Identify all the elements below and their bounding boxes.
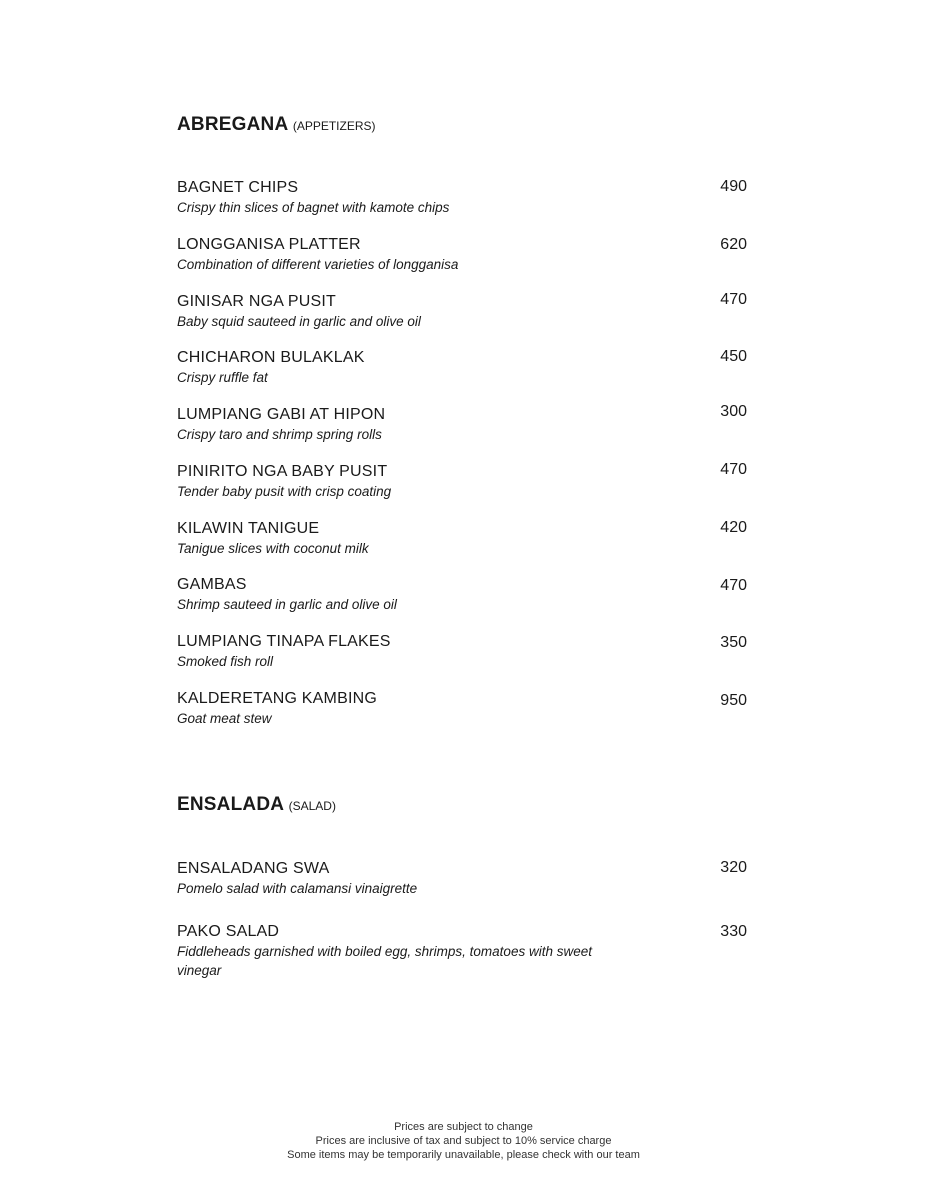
footer-line: Some items may be temporarily unavailable, please check with our team — [287, 1149, 640, 1161]
item-price: 470 — [720, 577, 747, 594]
item-price: 420 — [720, 519, 747, 536]
item-description: Smoked fish roll — [177, 654, 274, 669]
item-description: Combination of different varieties of longganisa — [177, 257, 459, 272]
footer-notes — [0, 1120, 927, 1162]
item-price: 620 — [720, 236, 747, 253]
item-name: KALDERETANG KAMBING — [177, 690, 377, 707]
item-name: PINIRITO NGA BABY PUSIT — [177, 463, 388, 480]
section-title-appetizers — [177, 114, 376, 136]
item-description: Shrimp sauteed in garlic and olive oil — [177, 597, 397, 612]
item-name: GAMBAS — [177, 576, 247, 593]
item-description: Tanigue slices with coconut milk — [177, 541, 369, 556]
item-name: LUMPIANG TINAPA FLAKES — [177, 633, 391, 650]
item-description: Crispy ruffle fat — [177, 370, 268, 385]
menu-item — [177, 405, 747, 444]
item-description: Goat meat stew — [177, 711, 272, 726]
item-name: ENSALADANG SWA — [177, 860, 330, 877]
menu-item — [177, 922, 747, 980]
menu-item — [177, 575, 747, 614]
item-description: Fiddleheads garnished with boiled egg, shrimps, tomatoes with sweet vinegar — [177, 944, 592, 978]
item-price: 330 — [720, 923, 747, 940]
item-name: CHICHARON BULAKLAK — [177, 349, 365, 366]
item-price: 450 — [720, 348, 747, 365]
menu-item — [177, 292, 747, 331]
menu-item — [177, 632, 747, 671]
item-name: BAGNET CHIPS — [177, 179, 299, 196]
item-name: LONGGANISA PLATTER — [177, 236, 361, 253]
item-description: Baby squid sauteed in garlic and olive oil — [177, 314, 421, 329]
menu-item — [177, 689, 747, 728]
item-name: PAKO SALAD — [177, 923, 280, 940]
menu-item — [177, 348, 747, 387]
item-name: LUMPIANG GABI AT HIPON — [177, 406, 386, 423]
item-name: GINISAR NGA PUSIT — [177, 293, 336, 310]
item-description: Crispy thin slices of bagnet with kamote chips — [177, 200, 450, 215]
menu-item — [177, 235, 747, 274]
menu-item — [177, 859, 747, 898]
menu-item — [177, 519, 747, 558]
item-price: 490 — [720, 178, 747, 195]
item-description: Pomelo salad with calamansi vinaigrette — [177, 881, 418, 896]
section-subheading: (APPETIZERS) — [292, 119, 376, 133]
item-price: 300 — [720, 403, 747, 420]
item-description: Tender baby pusit with crisp coating — [177, 484, 392, 499]
footer-line: Prices are subject to change — [394, 1121, 533, 1133]
item-price: 470 — [720, 291, 747, 308]
item-name: KILAWIN TANIGUE — [177, 520, 320, 537]
item-price: 470 — [720, 461, 747, 478]
menu-item — [177, 178, 747, 217]
menu-item — [177, 462, 747, 501]
section-heading: ENSALADA — [177, 794, 285, 815]
item-price: 320 — [720, 859, 747, 876]
section-title-salad — [177, 794, 336, 816]
item-description: Crispy taro and shrimp spring rolls — [177, 427, 382, 442]
item-price: 350 — [720, 634, 747, 651]
footer-line: Prices are inclusive of tax and subject to 10% service charge — [315, 1135, 612, 1147]
section-heading: ABREGANA — [177, 114, 289, 135]
item-price: 950 — [720, 692, 747, 709]
section-subheading: (SALAD) — [288, 799, 336, 813]
